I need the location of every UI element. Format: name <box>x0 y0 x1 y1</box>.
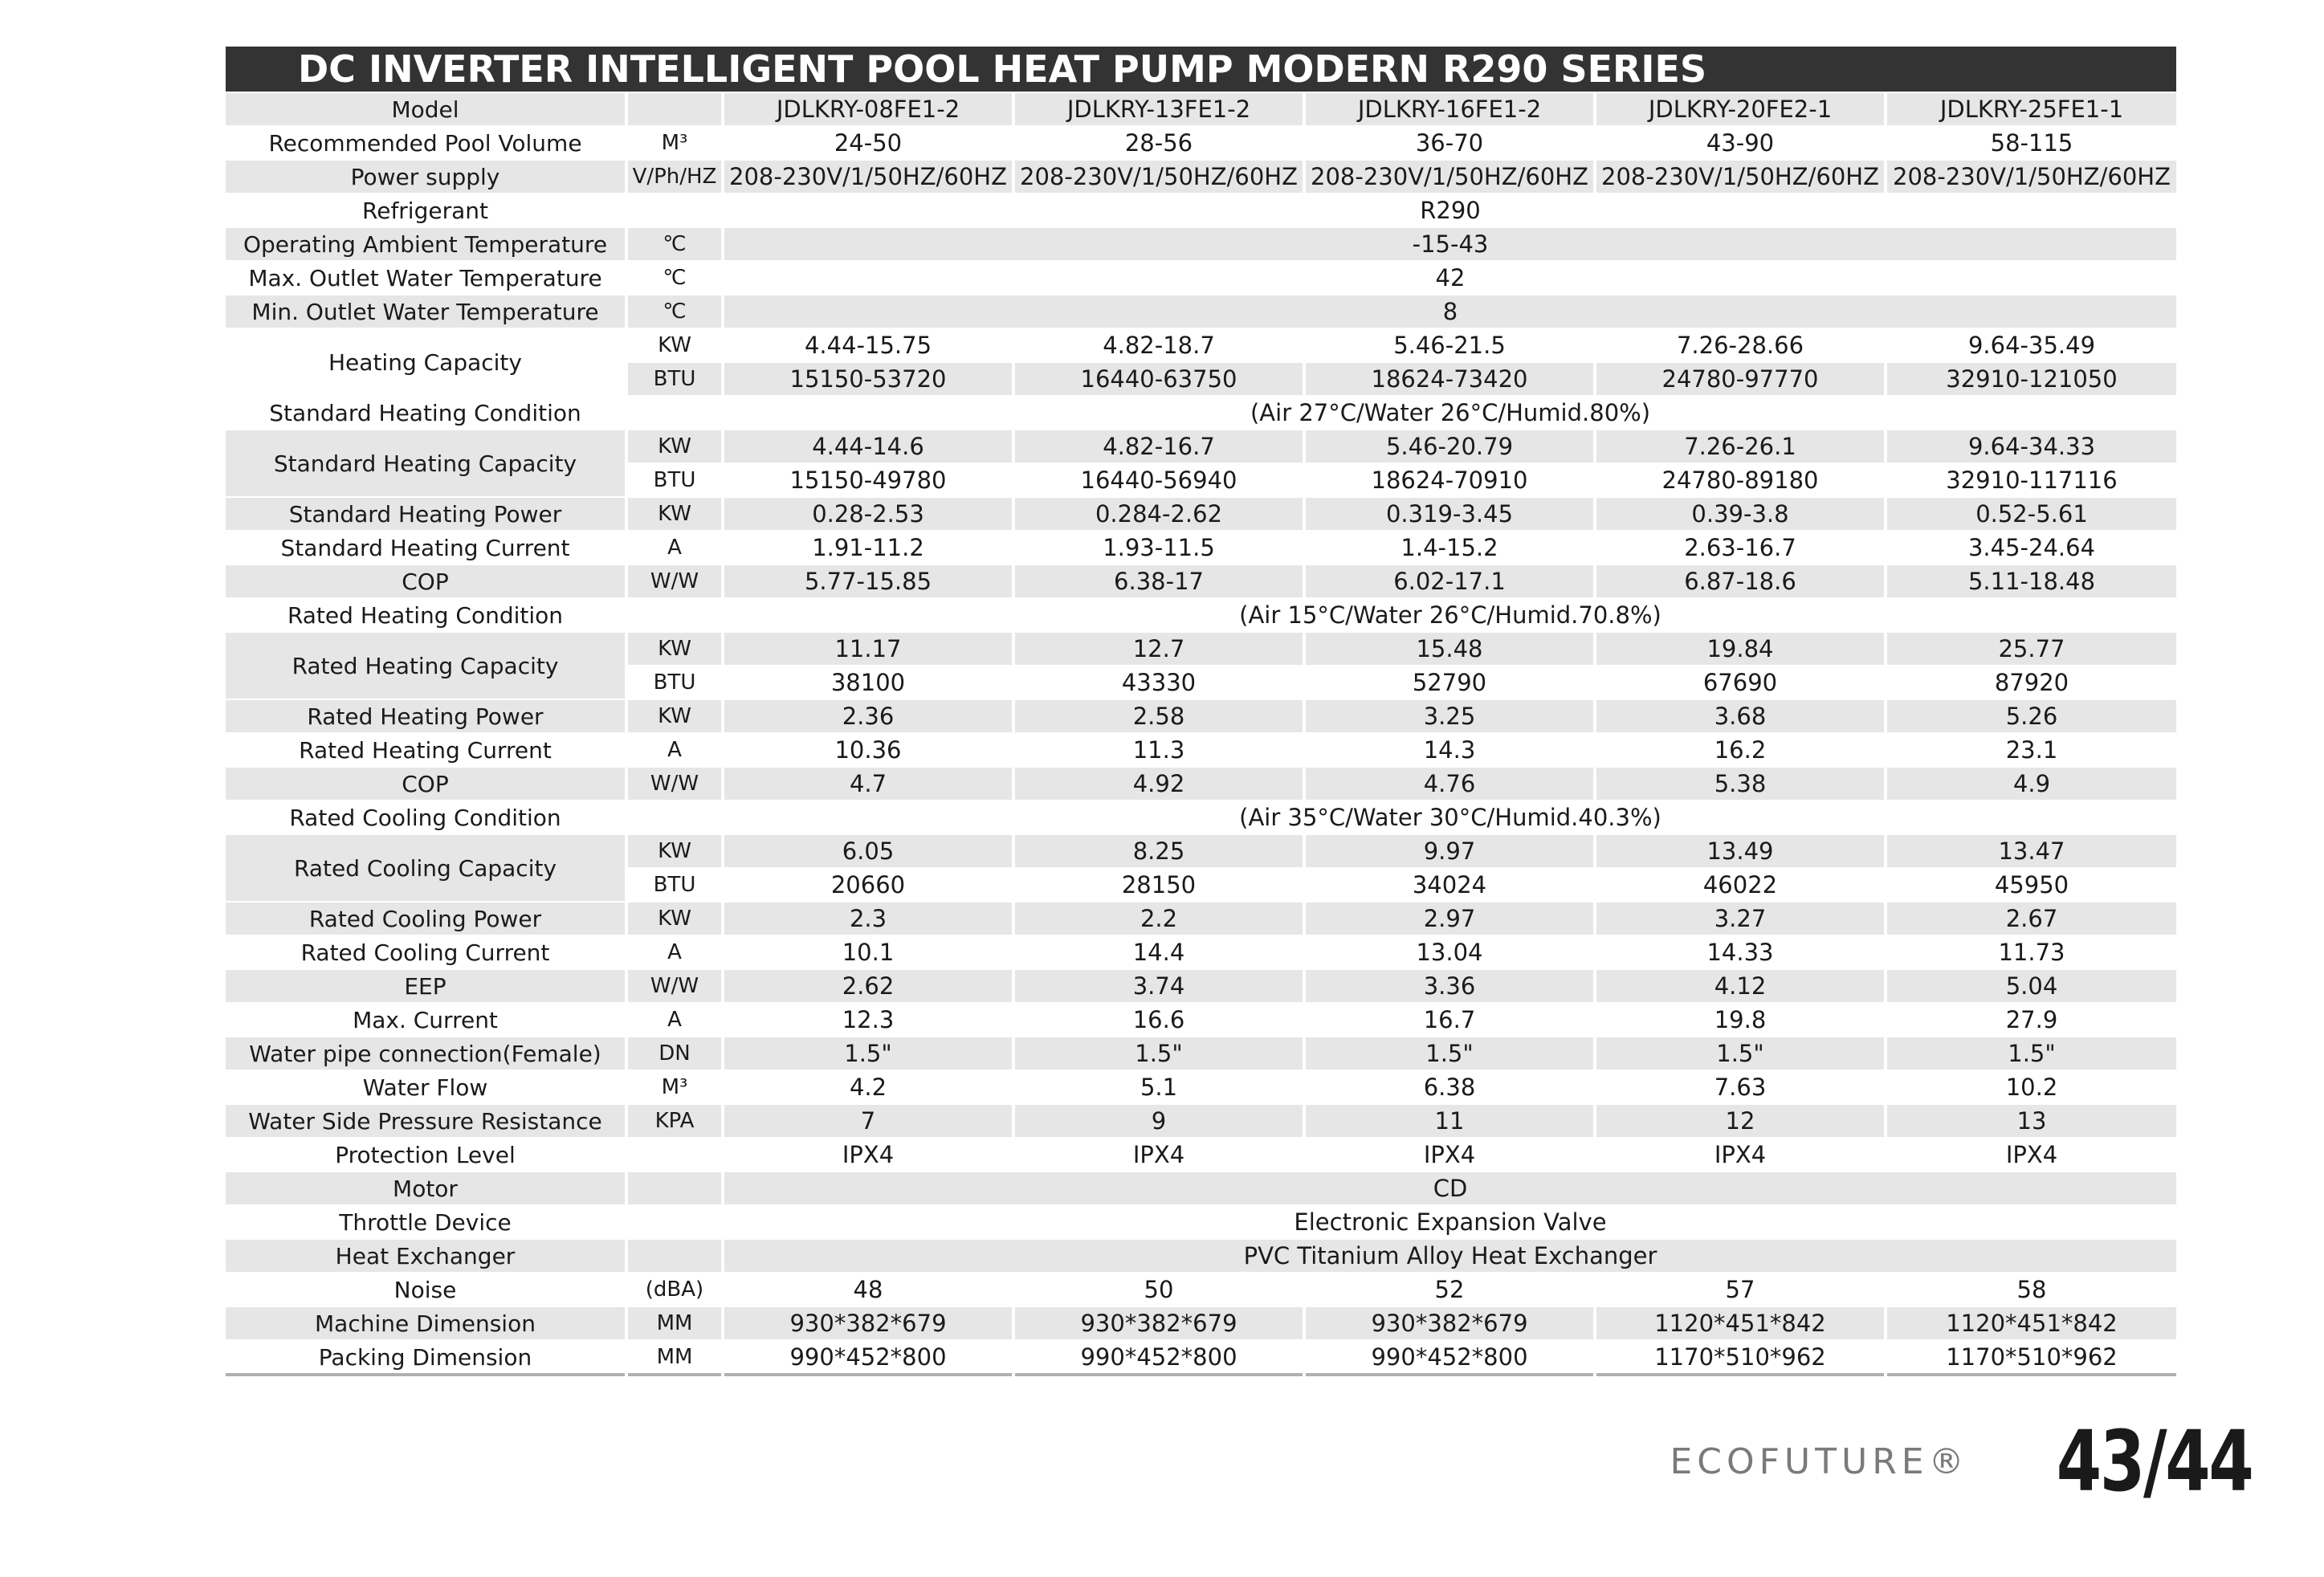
unit-cell <box>626 801 723 834</box>
param-label: Heat Exchanger <box>226 1239 626 1273</box>
value-cell: 7.26-26.1 <box>1595 430 1886 463</box>
param-label: EEP <box>226 969 626 1003</box>
unit-cell: M³ <box>626 1070 723 1104</box>
param-label: Standard Heating Current <box>226 531 626 564</box>
value-cell: 52790 <box>1304 666 1595 699</box>
value-cell: 3.74 <box>1013 969 1304 1003</box>
table-row <box>226 1003 2176 1037</box>
value-cell: 57 <box>1595 1273 1886 1306</box>
value-cell: 4.9 <box>1886 767 2176 801</box>
param-label: Packing Dimension <box>226 1340 626 1375</box>
value-cell: 6.02-17.1 <box>1304 564 1595 598</box>
value-cell: 0.39-3.8 <box>1595 497 1886 531</box>
value-cell: 3.36 <box>1304 969 1595 1003</box>
value-cell: 24-50 <box>723 126 1013 160</box>
table-row <box>226 93 2176 126</box>
table-row <box>226 160 2176 194</box>
value-cell: 2.62 <box>723 969 1013 1003</box>
value-cell: IPX4 <box>1886 1138 2176 1172</box>
param-label: Water pipe connection(Female) <box>226 1037 626 1070</box>
value-cell: 1.5" <box>723 1037 1013 1070</box>
param-label: Machine Dimension <box>226 1306 626 1340</box>
value-cell: 2.58 <box>1013 699 1304 733</box>
value-cell: 7.63 <box>1595 1070 1886 1104</box>
table-row <box>226 1104 2176 1138</box>
param-label: Rated Cooling Capacity <box>226 834 626 902</box>
value-cell: 930*382*679 <box>1304 1306 1595 1340</box>
value-cell: 5.46-21.5 <box>1304 328 1595 362</box>
value-cell: 32910-121050 <box>1886 362 2176 396</box>
unit-cell: BTU <box>626 463 723 497</box>
unit-cell <box>626 598 723 632</box>
value-cell: IPX4 <box>1595 1138 1886 1172</box>
unit-cell: A <box>626 531 723 564</box>
value-cell: 28-56 <box>1013 126 1304 160</box>
value-cell: 36-70 <box>1304 126 1595 160</box>
value-cell: 5.38 <box>1595 767 1886 801</box>
table-row <box>226 497 2176 531</box>
param-label: Max. Current <box>226 1003 626 1037</box>
unit-cell: M³ <box>626 126 723 160</box>
table-row <box>226 1205 2176 1239</box>
table-row <box>226 531 2176 564</box>
unit-cell: BTU <box>626 362 723 396</box>
value-cell: 67690 <box>1595 666 1886 699</box>
unit-cell: BTU <box>626 666 723 699</box>
value-cell: 23.1 <box>1886 733 2176 767</box>
unit-cell: ℃ <box>626 261 723 295</box>
value-cell: 208-230V/1/50HZ/60HZ <box>723 160 1013 194</box>
value-cell: 24780-97770 <box>1595 362 1886 396</box>
value-cell: 10.36 <box>723 733 1013 767</box>
table-row <box>226 328 2176 362</box>
value-cell: 25.77 <box>1886 632 2176 666</box>
table-row <box>226 1273 2176 1306</box>
unit-cell: KPA <box>626 1104 723 1138</box>
value-cell: 15150-53720 <box>723 362 1013 396</box>
value-cell: 4.82-16.7 <box>1013 430 1304 463</box>
value-cell: 11.73 <box>1886 935 2176 969</box>
value-cell: 9.64-35.49 <box>1886 328 2176 362</box>
table-row <box>226 834 2176 868</box>
value-cell: 1.91-11.2 <box>723 531 1013 564</box>
table-row <box>226 126 2176 160</box>
value-cell: 208-230V/1/50HZ/60HZ <box>1304 160 1595 194</box>
unit-cell: KW <box>626 902 723 935</box>
table-row <box>226 1306 2176 1340</box>
unit-cell: A <box>626 1003 723 1037</box>
table-row <box>226 1070 2176 1104</box>
unit-cell: A <box>626 733 723 767</box>
value-cell: 16.6 <box>1013 1003 1304 1037</box>
value-cell: 13.49 <box>1595 834 1886 868</box>
table-row <box>226 1340 2176 1375</box>
param-label: Heating Capacity <box>226 328 626 396</box>
param-label: Min. Outlet Water Temperature <box>226 295 626 328</box>
table-row <box>226 699 2176 733</box>
table-row <box>226 564 2176 598</box>
value-cell: 2.63-16.7 <box>1595 531 1886 564</box>
page-number: 43/44 <box>2056 1412 2252 1510</box>
value-cell: 8.25 <box>1013 834 1304 868</box>
spanned-value: (Air 15°C/Water 26°C/Humid.70.8%) <box>723 598 2176 632</box>
unit-cell: W/W <box>626 767 723 801</box>
unit-cell: KW <box>626 834 723 868</box>
value-cell: 12.3 <box>723 1003 1013 1037</box>
value-cell: 4.76 <box>1304 767 1595 801</box>
value-cell: 11.3 <box>1013 733 1304 767</box>
table-row <box>226 1239 2176 1273</box>
value-cell: 28150 <box>1013 868 1304 902</box>
value-cell: 2.2 <box>1013 902 1304 935</box>
value-cell: 9.64-34.33 <box>1886 430 2176 463</box>
value-cell: 7.26-28.66 <box>1595 328 1886 362</box>
value-cell: 10.2 <box>1886 1070 2176 1104</box>
value-cell: 9.97 <box>1304 834 1595 868</box>
value-cell: 3.25 <box>1304 699 1595 733</box>
table-row <box>226 733 2176 767</box>
value-cell: 11 <box>1304 1104 1595 1138</box>
table-row <box>226 935 2176 969</box>
param-label: Water Flow <box>226 1070 626 1104</box>
table-row <box>226 902 2176 935</box>
param-label: Recommended Pool Volume <box>226 126 626 160</box>
param-label: Rated Heating Current <box>226 733 626 767</box>
value-cell: 1.93-11.5 <box>1013 531 1304 564</box>
value-cell: 13.47 <box>1886 834 2176 868</box>
value-cell: 2.67 <box>1886 902 2176 935</box>
value-cell: 14.4 <box>1013 935 1304 969</box>
unit-cell: V/Ph/HZ <box>626 160 723 194</box>
value-cell: 48 <box>723 1273 1013 1306</box>
value-cell: 1.4-15.2 <box>1304 531 1595 564</box>
value-cell: 45950 <box>1886 868 2176 902</box>
param-label: Max. Outlet Water Temperature <box>226 261 626 295</box>
table-row <box>226 598 2176 632</box>
spanned-value: (Air 35°C/Water 30°C/Humid.40.3%) <box>723 801 2176 834</box>
value-cell: 14.3 <box>1304 733 1595 767</box>
spanned-value: Electronic Expansion Valve <box>723 1205 2176 1239</box>
table-row <box>226 396 2176 430</box>
param-label: COP <box>226 564 626 598</box>
unit-cell <box>626 1205 723 1239</box>
unit-cell <box>626 194 723 227</box>
value-cell: 208-230V/1/50HZ/60HZ <box>1886 160 2176 194</box>
param-label: Motor <box>226 1172 626 1205</box>
value-cell: 4.92 <box>1013 767 1304 801</box>
value-cell: 208-230V/1/50HZ/60HZ <box>1595 160 1886 194</box>
value-cell: 2.36 <box>723 699 1013 733</box>
unit-cell: KW <box>626 699 723 733</box>
param-label: Protection Level <box>226 1138 626 1172</box>
value-cell: 87920 <box>1886 666 2176 699</box>
table-row <box>226 194 2176 227</box>
value-cell: 5.46-20.79 <box>1304 430 1595 463</box>
table-row <box>226 430 2176 463</box>
value-cell: 43330 <box>1013 666 1304 699</box>
unit-cell: KW <box>626 328 723 362</box>
value-cell: 4.2 <box>723 1070 1013 1104</box>
value-cell: 16.2 <box>1595 733 1886 767</box>
value-cell: 52 <box>1304 1273 1595 1306</box>
value-cell: 6.38 <box>1304 1070 1595 1104</box>
value-cell: 58 <box>1886 1273 2176 1306</box>
value-cell: 1.5" <box>1886 1037 2176 1070</box>
value-cell: 4.44-15.75 <box>723 328 1013 362</box>
value-cell: 1120*451*842 <box>1886 1306 2176 1340</box>
unit-cell: KW <box>626 497 723 531</box>
value-cell: JDLKRY-20FE2-1 <box>1595 93 1886 126</box>
spanned-value: -15-43 <box>723 227 2176 261</box>
unit-cell: DN <box>626 1037 723 1070</box>
value-cell: 7 <box>723 1104 1013 1138</box>
param-label: Standard Heating Capacity <box>226 430 626 497</box>
value-cell: 13 <box>1886 1104 2176 1138</box>
value-cell: 1.5" <box>1304 1037 1595 1070</box>
brand-logo: ECOFUTURE® <box>1670 1440 1969 1482</box>
unit-cell: KW <box>626 430 723 463</box>
value-cell: 19.84 <box>1595 632 1886 666</box>
param-label: Standard Heating Condition <box>226 396 626 430</box>
table-row <box>226 227 2176 261</box>
value-cell: 6.87-18.6 <box>1595 564 1886 598</box>
value-cell: 38100 <box>723 666 1013 699</box>
table-row <box>226 767 2176 801</box>
spanned-value: (Air 27°C/Water 26°C/Humid.80%) <box>723 396 2176 430</box>
value-cell: 930*382*679 <box>723 1306 1013 1340</box>
value-cell: 990*452*800 <box>723 1340 1013 1375</box>
unit-cell: ℃ <box>626 227 723 261</box>
param-label: Throttle Device <box>226 1205 626 1239</box>
table-row <box>226 261 2176 295</box>
value-cell: 16440-63750 <box>1013 362 1304 396</box>
param-label: Model <box>226 93 626 126</box>
unit-cell: KW <box>626 632 723 666</box>
unit-cell: BTU <box>626 868 723 902</box>
param-label: Rated Cooling Power <box>226 902 626 935</box>
value-cell: 930*382*679 <box>1013 1306 1304 1340</box>
value-cell: 0.319-3.45 <box>1304 497 1595 531</box>
unit-cell: W/W <box>626 969 723 1003</box>
value-cell: 11.17 <box>723 632 1013 666</box>
value-cell: JDLKRY-25FE1-1 <box>1886 93 2176 126</box>
param-label: COP <box>226 767 626 801</box>
value-cell: 12.7 <box>1013 632 1304 666</box>
table-row <box>226 1037 2176 1070</box>
value-cell: 4.82-18.7 <box>1013 328 1304 362</box>
param-label: Noise <box>226 1273 626 1306</box>
unit-cell <box>626 93 723 126</box>
value-cell: 14.33 <box>1595 935 1886 969</box>
value-cell: 58-115 <box>1886 126 2176 160</box>
unit-cell <box>626 396 723 430</box>
param-label: Refrigerant <box>226 194 626 227</box>
value-cell: 5.26 <box>1886 699 2176 733</box>
param-label: Operating Ambient Temperature <box>226 227 626 261</box>
value-cell: 208-230V/1/50HZ/60HZ <box>1013 160 1304 194</box>
value-cell: 16.7 <box>1304 1003 1595 1037</box>
unit-cell <box>626 1138 723 1172</box>
value-cell: 990*452*800 <box>1013 1340 1304 1375</box>
unit-cell: ℃ <box>626 295 723 328</box>
value-cell: 4.44-14.6 <box>723 430 1013 463</box>
value-cell: 16440-56940 <box>1013 463 1304 497</box>
value-cell: 15.48 <box>1304 632 1595 666</box>
unit-cell: MM <box>626 1306 723 1340</box>
unit-cell <box>626 1239 723 1273</box>
spec-table <box>226 93 2176 1376</box>
value-cell: 4.7 <box>723 767 1013 801</box>
value-cell: 18624-73420 <box>1304 362 1595 396</box>
value-cell: 0.284-2.62 <box>1013 497 1304 531</box>
value-cell: 6.05 <box>723 834 1013 868</box>
value-cell: 3.68 <box>1595 699 1886 733</box>
value-cell: 10.1 <box>723 935 1013 969</box>
value-cell: 15150-49780 <box>723 463 1013 497</box>
param-label: Power supply <box>226 160 626 194</box>
value-cell: 12 <box>1595 1104 1886 1138</box>
spanned-value: 42 <box>723 261 2176 295</box>
value-cell: 1.5" <box>1595 1037 1886 1070</box>
value-cell: 5.77-15.85 <box>723 564 1013 598</box>
value-cell: IPX4 <box>1304 1138 1595 1172</box>
value-cell: 9 <box>1013 1104 1304 1138</box>
value-cell: JDLKRY-16FE1-2 <box>1304 93 1595 126</box>
value-cell: IPX4 <box>1013 1138 1304 1172</box>
spanned-value: PVC Titanium Alloy Heat Exchanger <box>723 1239 2176 1273</box>
param-label: Rated Heating Condition <box>226 598 626 632</box>
value-cell: 5.1 <box>1013 1070 1304 1104</box>
param-label: Rated Cooling Condition <box>226 801 626 834</box>
value-cell: 43-90 <box>1595 126 1886 160</box>
value-cell: 18624-70910 <box>1304 463 1595 497</box>
spanned-value: 8 <box>723 295 2176 328</box>
table-row <box>226 295 2176 328</box>
value-cell: 34024 <box>1304 868 1595 902</box>
table-row <box>226 632 2176 666</box>
value-cell: 0.52-5.61 <box>1886 497 2176 531</box>
value-cell: 1.5" <box>1013 1037 1304 1070</box>
value-cell: 2.3 <box>723 902 1013 935</box>
value-cell: JDLKRY-13FE1-2 <box>1013 93 1304 126</box>
table-row <box>226 801 2176 834</box>
table-row <box>226 1172 2176 1205</box>
value-cell: 1170*510*962 <box>1595 1340 1886 1375</box>
param-label: Standard Heating Power <box>226 497 626 531</box>
value-cell: 24780-89180 <box>1595 463 1886 497</box>
spanned-value: CD <box>723 1172 2176 1205</box>
value-cell: IPX4 <box>723 1138 1013 1172</box>
value-cell: JDLKRY-08FE1-2 <box>723 93 1013 126</box>
value-cell: 4.12 <box>1595 969 1886 1003</box>
spanned-value: R290 <box>723 194 2176 227</box>
value-cell: 1120*451*842 <box>1595 1306 1886 1340</box>
value-cell: 19.8 <box>1595 1003 1886 1037</box>
unit-cell: (dBA) <box>626 1273 723 1306</box>
value-cell: 50 <box>1013 1273 1304 1306</box>
table-row <box>226 969 2176 1003</box>
param-label: Rated Heating Power <box>226 699 626 733</box>
unit-cell: W/W <box>626 564 723 598</box>
value-cell: 20660 <box>723 868 1013 902</box>
unit-cell: A <box>626 935 723 969</box>
param-label: Rated Heating Capacity <box>226 632 626 699</box>
unit-cell <box>626 1172 723 1205</box>
param-label: Rated Cooling Current <box>226 935 626 969</box>
value-cell: 1170*510*962 <box>1886 1340 2176 1375</box>
value-cell: 2.97 <box>1304 902 1595 935</box>
unit-cell: MM <box>626 1340 723 1375</box>
param-label: Water Side Pressure Resistance <box>226 1104 626 1138</box>
value-cell: 46022 <box>1595 868 1886 902</box>
value-cell: 3.27 <box>1595 902 1886 935</box>
value-cell: 6.38-17 <box>1013 564 1304 598</box>
value-cell: 0.28-2.53 <box>723 497 1013 531</box>
value-cell: 990*452*800 <box>1304 1340 1595 1375</box>
value-cell: 5.04 <box>1886 969 2176 1003</box>
value-cell: 13.04 <box>1304 935 1595 969</box>
page-title: DC INVERTER INTELLIGENT POOL HEAT PUMP MODERN R290 SERIES <box>226 47 2176 92</box>
footer <box>1670 1413 2252 1510</box>
table-row <box>226 1138 2176 1172</box>
value-cell: 27.9 <box>1886 1003 2176 1037</box>
value-cell: 3.45-24.64 <box>1886 531 2176 564</box>
value-cell: 5.11-18.48 <box>1886 564 2176 598</box>
value-cell: 32910-117116 <box>1886 463 2176 497</box>
